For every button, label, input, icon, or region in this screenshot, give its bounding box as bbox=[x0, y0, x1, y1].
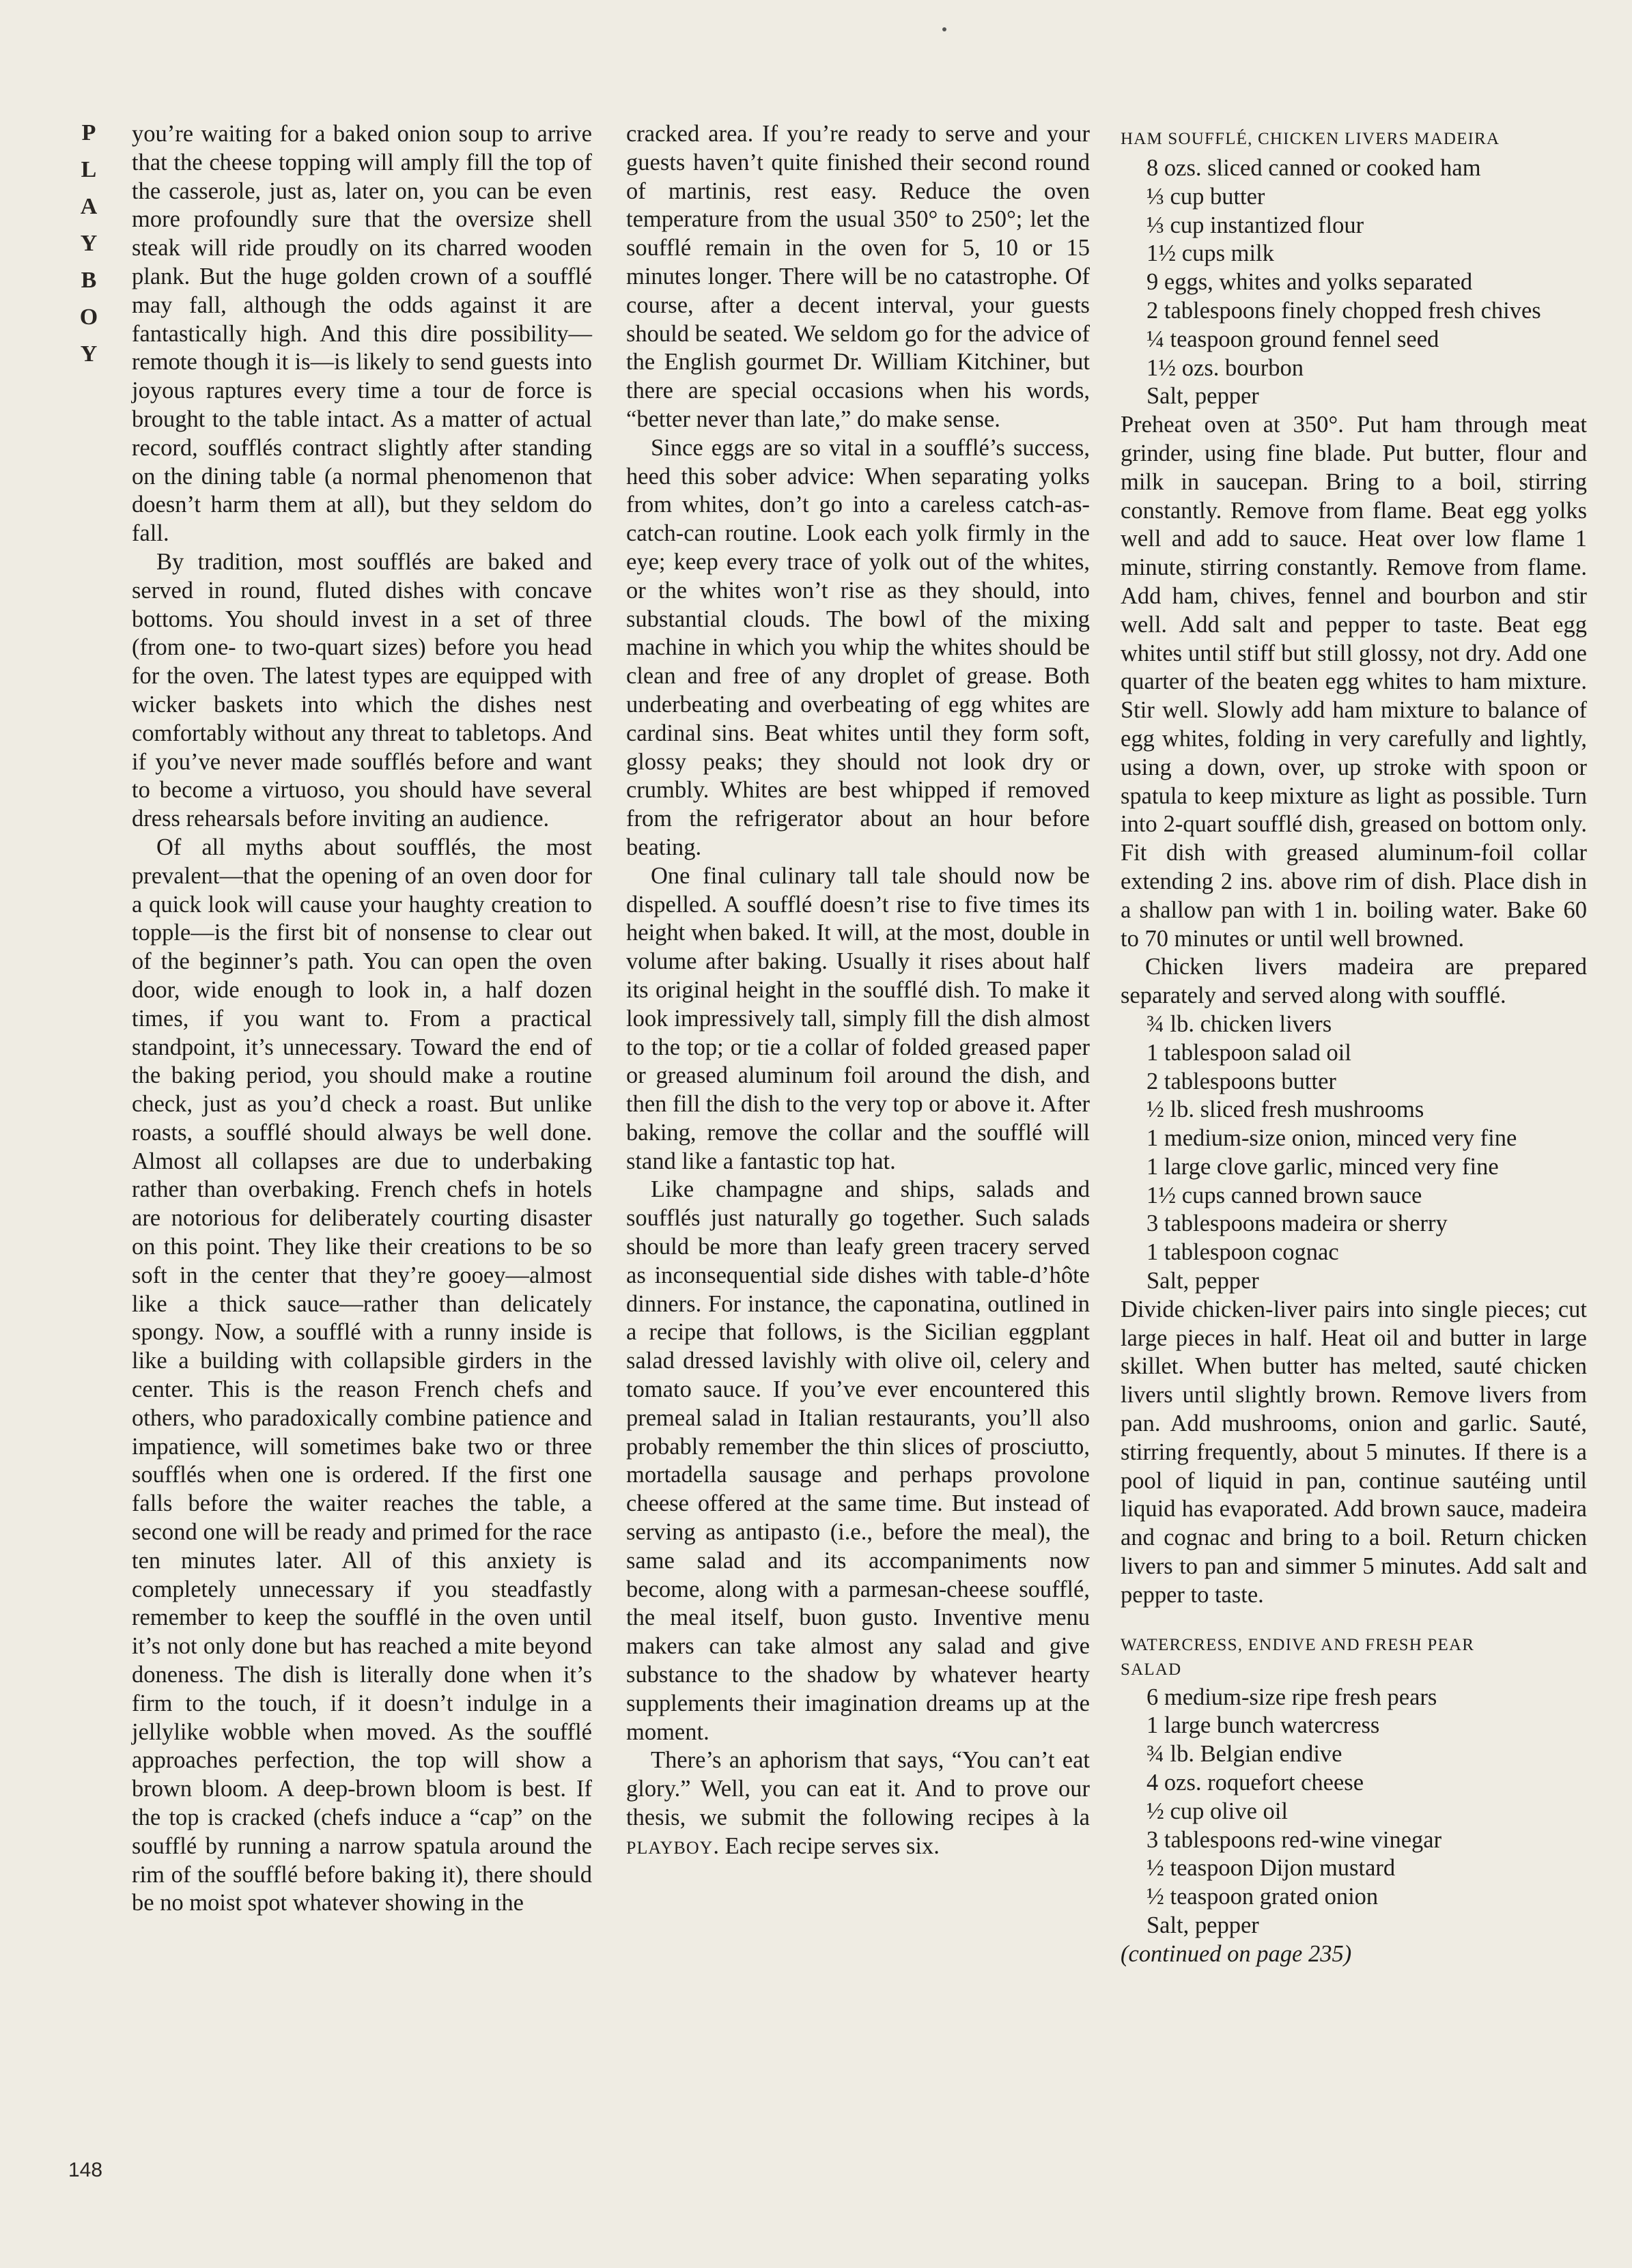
recipe-column bbox=[1121, 127, 1587, 1969]
ingredient: 1 large clove garlic, minced very fine bbox=[1146, 1153, 1499, 1180]
ingredient: ½ cup olive oil bbox=[1146, 1798, 1288, 1824]
magazine-letter: A bbox=[80, 194, 98, 219]
recipe-title-line: WATERCRESS, ENDIVE AND FRESH PEAR bbox=[1121, 1635, 1475, 1654]
recipe-title: HAM SOUFFLÉ, CHICKEN LIVERS MADEIRA bbox=[1121, 130, 1500, 148]
recipe-method: Preheat oven at 350°. Put ham through meat grinder, using fine blade. Put butter, flour and milk in saucepan. Bring to a boil, stirring constantly. Remove from flame. Beat egg yolks well and add to sauce. Heat over low flame 1 minute, stirring constantly. Remove from flame. Add ham, chives, fennel and bourbon and stir well. Add salt and pepper to taste. Beat egg whites until stiff but still glossy, not dry. Add one quarter of the beaten egg whites to ham mixture. Stir well. Slowly add ham mixture to balance of egg whites, folding in very carefully and lightly, using a down, over, up stroke with spoon or spatula to keep mixture as light as possible. Turn into 2-quart soufflé dish, greased on bottom only. Fit dish with greased aluminum-foil collar extending 2 ins. above rim of dish. Place dish in a shallow pan with 1 in. boiling water. Bake 60 to 70 minutes or until well browned. bbox=[1121, 412, 1587, 952]
ingredient: ½ teaspoon grated onion bbox=[1146, 1884, 1379, 1910]
ingredient: 1½ cups canned brown sauce bbox=[1146, 1182, 1422, 1208]
paragraph-text: There’s an aphorism that says, “You can’t eat glory.” Well, you can eat it. And to prove our thesis, we submit the following recipes à la bbox=[626, 1747, 1090, 1831]
continued-note: (continued on page 235) bbox=[1121, 1940, 1352, 1967]
ingredient: ½ teaspoon Dijon mustard bbox=[1146, 1855, 1396, 1882]
ingredient: 1 tablespoon salad oil bbox=[1146, 1039, 1351, 1066]
ingredient-list bbox=[1121, 154, 1587, 411]
ingredient: ⅓ cup butter bbox=[1146, 183, 1265, 210]
magazine-letter: P bbox=[81, 120, 96, 145]
ingredient: 9 eggs, whites and yolks separated bbox=[1146, 269, 1473, 296]
ingredient: Salt, pepper bbox=[1146, 1268, 1259, 1294]
paragraph: One final culinary tall tale should now be dispelled. A soufflé doesn’t rise to five times its height when baked. It will, at the most, double in volume after baking. Usually it rises about half its original height in the soufflé dish. To make it look impressively tall, simply fill the dish almost to the top; or tie a collar of folded greased paper or greased aluminum foil around the dish, and then fill the dish to the very top or above it. After baking, remove the collar and the soufflé will stand like a fantastic top hat. bbox=[626, 862, 1090, 1174]
text-column-2 bbox=[626, 120, 1090, 1862]
ingredient-list bbox=[1121, 1684, 1587, 1940]
paragraph-tail: . Each recipe serves six. bbox=[713, 1832, 940, 1859]
magazine-name-vertical bbox=[68, 122, 109, 380]
recipe-title bbox=[1121, 1633, 1587, 1682]
ingredient: 1 medium-size onion, minced very fine bbox=[1146, 1125, 1517, 1152]
magazine-letter: B bbox=[81, 268, 97, 293]
ingredient: Salt, pepper bbox=[1146, 1912, 1259, 1939]
paragraph: Like champagne and ships, salads and soufflés just naturally go together. Such salads should be more than leafy green tracery served as inconsequential side dishes with table-d’hôte dinners. For instance, the caponatina, outlined in a recipe that follows, is the Sicilian eggplant salad dressed lavishly with olive oil, celery and tomato sauce. If you’ve ever encountered this premeal salad in Italian restaurants, you’ll also probably remember the thin slices of prosciutto, mortadella sausage and perhaps provolone cheese offered at the same time. But instead of serving as antipasto (i.e., before the meal), the same salad and its accompaniments now become, along with a parmesan-cheese soufflé, the meal itself, buon gusto. Inventive menu makers can take almost any salad and give substance to the shadow by whatever hearty supplements their imagination dreams up at the moment. bbox=[626, 1176, 1090, 1745]
ingredient-list bbox=[1121, 1010, 1587, 1296]
ingredient: Salt, pepper bbox=[1146, 383, 1259, 410]
magazine-letter: O bbox=[79, 304, 98, 330]
ingredient: ¼ teaspoon ground fennel seed bbox=[1146, 326, 1439, 352]
ingredient: 1 large bunch watercress bbox=[1146, 1712, 1380, 1739]
magazine-letter: Y bbox=[80, 341, 98, 367]
paragraph: Of all myths about soufflés, the most prevalent—that the opening of an oven door for a quick look will cause your haughty creation to topple—is the first bit of nonsense to clear out of the beginner’s path. You can open the oven door, wide enough to look in, a half dozen times, if you want to. From a practical standpoint, it’s unnecessary. Toward the end of the baking period, you should make a routine check, just as you’d check a roast. But unlike roasts, a soufflé should always be well done. Almost all collapses are due to underbaking rather than overbaking. French chefs in hotels are notorious for deliberately courting disaster on this point. They like their creations to be so soft in the center that they’re gooey—almost like a thick sauce—rather than delicately spongy. Now, a soufflé with a runny inside is like a building with collapsible girders in the center. This is the reason French chefs and others, who paradoxically combine patience and impatience, will sometimes bake two or three soufflés when one is ordered. If the first one falls before the waiter reaches the table, a second one will be ready and primed for the race ten minutes later. All of this anxiety is completely unnecessary if you steadfastly remember to keep the soufflé in the oven until it’s not only done but has reached a mite beyond doneness. The dish is literally done when it’s firm to the touch, if it doesn’t indulge in a jellylike wobble when moved. As the soufflé approaches perfection, the top will show a brown bloom. A deep-brown bloom is best. If the top is cracked (chefs induce a “cap” on the soufflé by running a narrow spatula around the rim of the soufflé before baking it), there should be no moist spot whatever showing in the bbox=[132, 834, 592, 1916]
magazine-letter: L bbox=[81, 157, 97, 182]
magazine-letter: Y bbox=[80, 231, 98, 256]
recipe-method: Divide chicken-liver pairs into single pieces; cut large pieces in half. Heat oil and butter in large skillet. When butter has melted, sauté chicken livers until slightly brown. Remove livers from pan. Add mushrooms, onion and garlic. Sauté, stirring frequently, about 5 minutes. If there is a pool of liquid in pan, continue sautéing until liquid has evaporated. Add brown sauce, madeira and cognac and bring to a boil. Return chicken livers to pan and simmer 5 minutes. Add salt and pepper to taste. bbox=[1121, 1296, 1587, 1608]
paragraph: cracked area. If you’re ready to serve and your guests haven’t quite finished their second round of martinis, rest easy. Reduce the oven temperature from the usual 350° to 250°; let the soufflé remain in the oven for 5, 10 or 15 minutes longer. There will be no catastrophe. Of course, after a decent interval, your guests should be seated. We seldom go for the advice of the English gourmet Dr. William Kitchiner, but there are special occasions when his words, “better never than late,” do make sense. bbox=[626, 121, 1090, 432]
ingredient: ½ lb. sliced fresh mushrooms bbox=[1146, 1096, 1424, 1123]
paragraph: Chicken livers madeira are prepared separately and served along with soufflé. bbox=[1121, 954, 1587, 1009]
ingredient: ¾ lb. chicken livers bbox=[1146, 1010, 1332, 1037]
paragraph bbox=[626, 1746, 1090, 1862]
ingredient: ⅓ cup instantized flour bbox=[1146, 212, 1364, 238]
paragraph: By tradition, most soufflés are baked and served in round, fluted dishes with concave bottoms. You should invest in a set of three (from one- to two-quart sizes) before you head for the oven. The latest types are equipped with wicker baskets into which the dishes nest comfortably without any threat to tabletops. And if you’ve never made soufflés before and want to become a virtuoso, you should have several dress rehearsals before inviting an audience. bbox=[132, 548, 592, 832]
ingredient: 3 tablespoons madeira or sherry bbox=[1146, 1210, 1448, 1237]
ingredient: 1 tablespoon cognac bbox=[1146, 1239, 1339, 1266]
page-number: 148 bbox=[68, 2159, 103, 2181]
text-column-1 bbox=[132, 120, 592, 1918]
ingredient: 8 ozs. sliced canned or cooked ham bbox=[1146, 155, 1481, 181]
paragraph: Since eggs are so vital in a soufflé’s success, heed this sober advice: When separating yolks from whites, don’t go into a careless catch-as-catch-can routine. Look each yolk firmly in the eye; keep every trace of yolk out of the whites, or the whites won’t rise as they should, into substantial clouds. The bowl of the mixing machine in which you whip the whites should be clean and free of any droplet of grease. Both underbeating and overbeating of egg whites are cardinal sins. Beat whites until they form soft, glossy peaks; they should not look dry or crumbly. Whites are best whipped if removed from the refrigerator about an hour before beating. bbox=[626, 434, 1090, 860]
recipe-title-line: SALAD bbox=[1121, 1660, 1182, 1679]
printer-dot bbox=[942, 27, 946, 31]
ingredient: 3 tablespoons red-wine vinegar bbox=[1146, 1826, 1442, 1853]
ingredient: 2 tablespoons butter bbox=[1146, 1068, 1336, 1094]
ingredient: 1½ cups milk bbox=[1146, 240, 1274, 267]
ingredient: ¾ lb. Belgian endive bbox=[1146, 1741, 1342, 1768]
ingredient: 1½ ozs. bourbon bbox=[1146, 354, 1304, 381]
paragraph: you’re waiting for a baked onion soup to arrive that the cheese topping will amply fill the top of the casserole, just as, later on, you can be even more profoundly sure that the oversize shell steak will ride proudly on its charred wooden plank. But the huge golden crown of a soufflé may fall, although the odds against it are fantastically high. And this dire possibility—remote though it is—is likely to send guests into joyous raptures every time a tour de force is brought to the table intact. As a matter of actual record, soufflés contract slightly after standing on the dining table (a normal phenomenon that doesn’t harm them at all), but they seldom do fall. bbox=[132, 121, 592, 547]
ingredient: 6 medium-size ripe fresh pears bbox=[1146, 1684, 1437, 1710]
magazine-name-smallcaps: PLAYBOY bbox=[626, 1837, 714, 1858]
ingredient: 2 tablespoons finely chopped fresh chives bbox=[1146, 297, 1541, 324]
ingredient: 4 ozs. roquefort cheese bbox=[1146, 1770, 1364, 1796]
